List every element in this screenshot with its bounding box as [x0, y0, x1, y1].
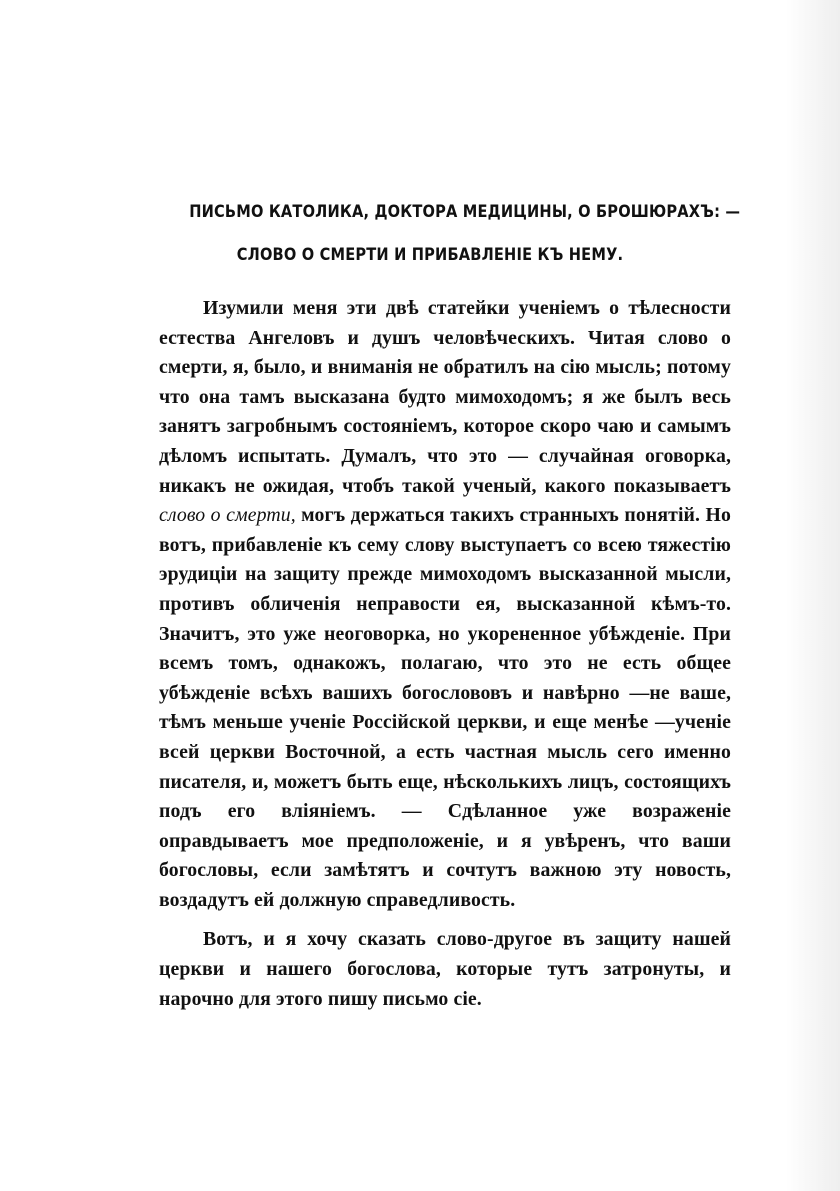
body-text	[159, 294, 731, 1014]
paragraph-1	[159, 294, 731, 915]
paragraph-1-text-a: Изумили меня эти двѣ статейки ученіемъ о тѣлесности естества Ангеловъ и душъ человѣческихъ. Читая слово о смерти, я, было, и вниманія не обратилъ на сію мысль; потому что она тамъ высказана будто мимоходомъ; я же былъ весь занятъ загробнымъ состояніемъ, которое скоро чаю и самымъ дѣломъ испытать. Думалъ, что это — случайная оговорка, никакъ не ожидая, чтобъ такой ученый, какого показываетъ	[159, 297, 731, 497]
heading-line-2: СЛОВО О СМЕРТИ И ПРИБАВЛЕНІЕ КЪ НЕМУ.	[236, 245, 624, 265]
paragraph-1-text-b: могъ держаться такихъ странныхъ понятій. Но вотъ, прибавленіе къ сему слову выступаетъ со всею тяжестію эрудиціи на защиту прежде мимоходомъ высказанной мысли, противъ обличенія неправости ея, высказанной кѣмъ-то. Значитъ, это уже неоговорка, но укорененное убѣжденіе. При всемъ томъ, однакожъ, полагаю, что это не есть общее убѣжденіе всѣхъ вашихъ богослововъ и навѣрно —не ваше, тѣмъ меньше ученіе Россійской церкви, и еще менѣе —ученіе всей церкви Восточной, а есть частная мысль сего именно писателя, и, можетъ быть еще, нѣсколькихъ лицъ, состоящихъ подъ его вліяніемъ. — Сдѣланное уже возраженіе оправдываетъ мое предположеніе, и я увѣренъ, что ваши богословы, если замѣтятъ и сочтутъ важною эту новость, воздадутъ ей должную справедливость.	[159, 504, 731, 911]
heading-line-1: ПИСЬМО КАТОЛИКА, ДОКТОРА МЕДИЦИНЫ, О БРОШЮРАХЪ: —	[189, 202, 741, 222]
paragraph-1-italic: слово о смерти,	[159, 504, 296, 527]
paragraph-2: Вотъ, и я хочу сказать слово-другое въ защиту нашей церкви и нашего богослова, которые тутъ затронуты, и нарочно для этого пишу письмо сіе.	[159, 928, 731, 1010]
scan-edge-shadow	[786, 0, 840, 1191]
